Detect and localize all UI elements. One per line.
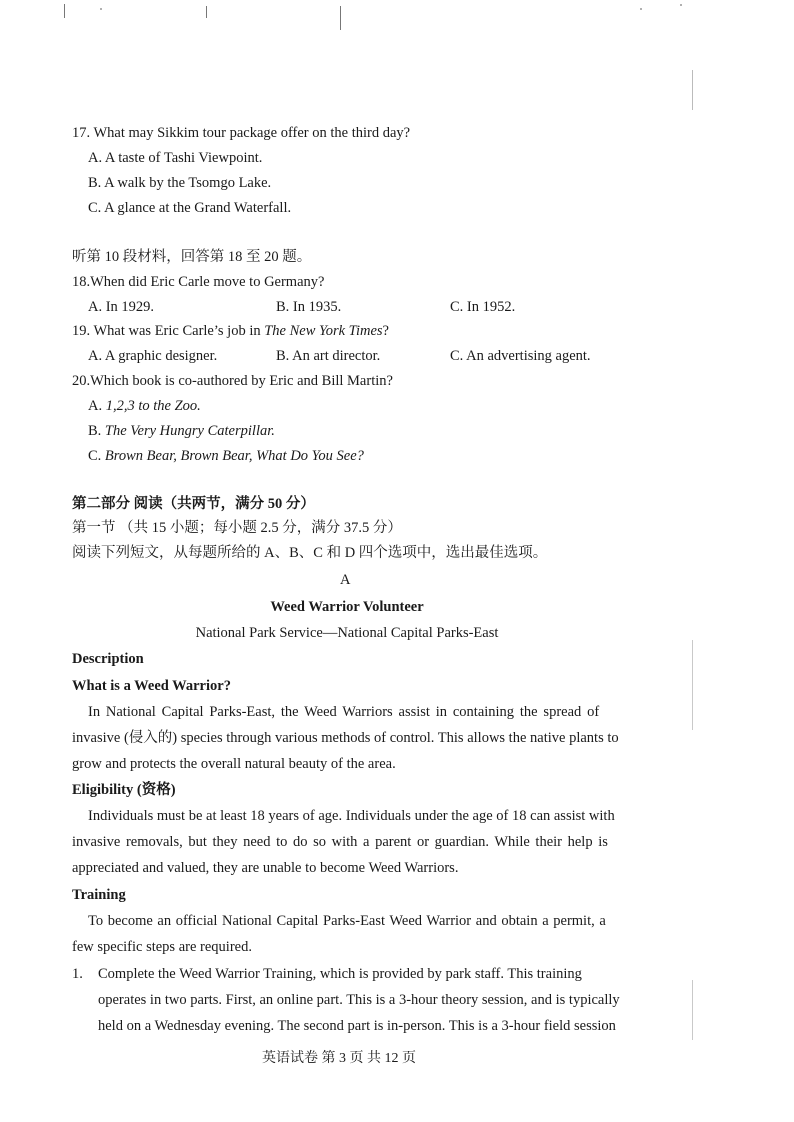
eligibility-paragraph-line: invasive removals, but they need to do so with a parent or guardian. While their help is — [72, 834, 608, 850]
training-paragraph-line: To become an official National Capital Parks-East Weed Warrior and obtain a permit, a — [88, 913, 606, 929]
what-paragraph-line: In National Capital Parks-East, the Weed Warriors assist in containing the spread of — [88, 704, 600, 720]
q20-option-b-title: The Very Hungry Caterpillar. — [104, 423, 275, 439]
eligibility-paragraph-line: Individuals must be at least 18 years of age. Individuals under the age of 18 can assist with — [88, 808, 615, 824]
q20-option-c-title: Brown Bear, Brown Bear, What Do You See? — [104, 448, 364, 464]
q17-option-c: C. A glance at the Grand Waterfall. — [88, 200, 292, 216]
q20-option-a — [88, 396, 201, 416]
question-19 — [72, 321, 389, 341]
question-17: 17. What may Sikkim tour package offer on the third day? — [72, 125, 411, 141]
training-heading: Training — [72, 887, 126, 903]
passage-subtitle: National Park Service—National Capital Parks-East — [195, 625, 499, 641]
passage-title: Weed Warrior Volunteer — [270, 599, 424, 615]
eligibility-paragraph-line: appreciated and valued, they are unable to become Weed Warriors. — [72, 860, 459, 876]
q20-option-a-letter: A. — [88, 398, 106, 414]
q19-newspaper-title: The New York Times — [264, 323, 383, 339]
q17-option-b: B. A walk by the Tsomgo Lake. — [88, 175, 272, 191]
scan-dot — [640, 8, 642, 10]
part-two-title: 第二部分 阅读（共两节，满分 50 分） — [72, 496, 315, 512]
question-20: 20.Which book is co-authored by Eric and Bill Martin? — [72, 373, 393, 389]
section-one-title: 第一节 （共 15 小题；每小题 2.5 分，满分 37.5 分） — [72, 520, 402, 536]
q20-option-c-letter: C. — [88, 448, 105, 464]
scan-artifact-right-edge — [692, 640, 693, 730]
q19-option-a: A. A graphic designer. — [88, 348, 218, 364]
scan-artifact-top-center — [340, 6, 341, 30]
passage-letter: A — [340, 572, 351, 588]
scan-dot — [680, 4, 682, 6]
q19-option-c: C. An advertising agent. — [450, 348, 591, 364]
q18-option-c: C. In 1952. — [450, 299, 516, 315]
q19-text-start: 19. What was Eric Carle’s job in — [72, 323, 265, 339]
scan-artifact-right-edge — [692, 70, 693, 110]
reading-instruction: 阅读下列短文，从每题所给的 A、B、C 和 D 四个选项中，选出最佳选项。 — [72, 545, 548, 561]
what-is-heading: What is a Weed Warrior? — [72, 678, 231, 694]
q18-option-a: A. In 1929. — [88, 299, 155, 315]
q19-option-b: B. An art director. — [276, 348, 381, 364]
training-paragraph-line: few specific steps are required. — [72, 939, 252, 955]
scan-artifact-right-edge — [692, 980, 693, 1040]
scan-dot — [100, 8, 102, 10]
step-1-line: Complete the Weed Warrior Training, which is provided by park staff. This training — [98, 966, 582, 982]
page-footer: 英语试卷 第 3 页 共 12 页 — [262, 1051, 416, 1066]
step-1-line: operates in two parts. First, an online part. This is a 3-hour theory session, and is typically — [98, 992, 620, 1008]
question-18: 18.When did Eric Carle move to Germany? — [72, 274, 325, 290]
q17-option-a: A. A taste of Tashi Viewpoint. — [88, 150, 263, 166]
scan-artifact-top-left — [64, 4, 65, 18]
eligibility-heading: Eligibility (资格) — [72, 782, 176, 798]
q19-text-end: ? — [382, 323, 389, 339]
q18-option-b: B. In 1935. — [276, 299, 342, 315]
what-paragraph-line: invasive (侵入的) species through various methods of control. This allows the native plants to — [72, 730, 619, 746]
step-1-line: held on a Wednesday evening. The second part is in-person. This is a 3-hour field session — [98, 1018, 616, 1034]
section-10-instruction: 听第 10 段材料，回答第 18 至 20 题。 — [72, 249, 312, 265]
q20-option-b-letter: B. — [88, 423, 105, 439]
step-1-number: 1. — [72, 966, 83, 982]
description-heading: Description — [72, 651, 144, 667]
q20-option-c — [88, 446, 364, 466]
q20-option-b — [88, 421, 275, 441]
q20-option-a-title: 1,2,3 to the Zoo. — [105, 398, 201, 414]
scan-artifact-top-mid — [206, 6, 207, 18]
what-paragraph-line: grow and protects the overall natural beauty of the area. — [72, 756, 396, 772]
